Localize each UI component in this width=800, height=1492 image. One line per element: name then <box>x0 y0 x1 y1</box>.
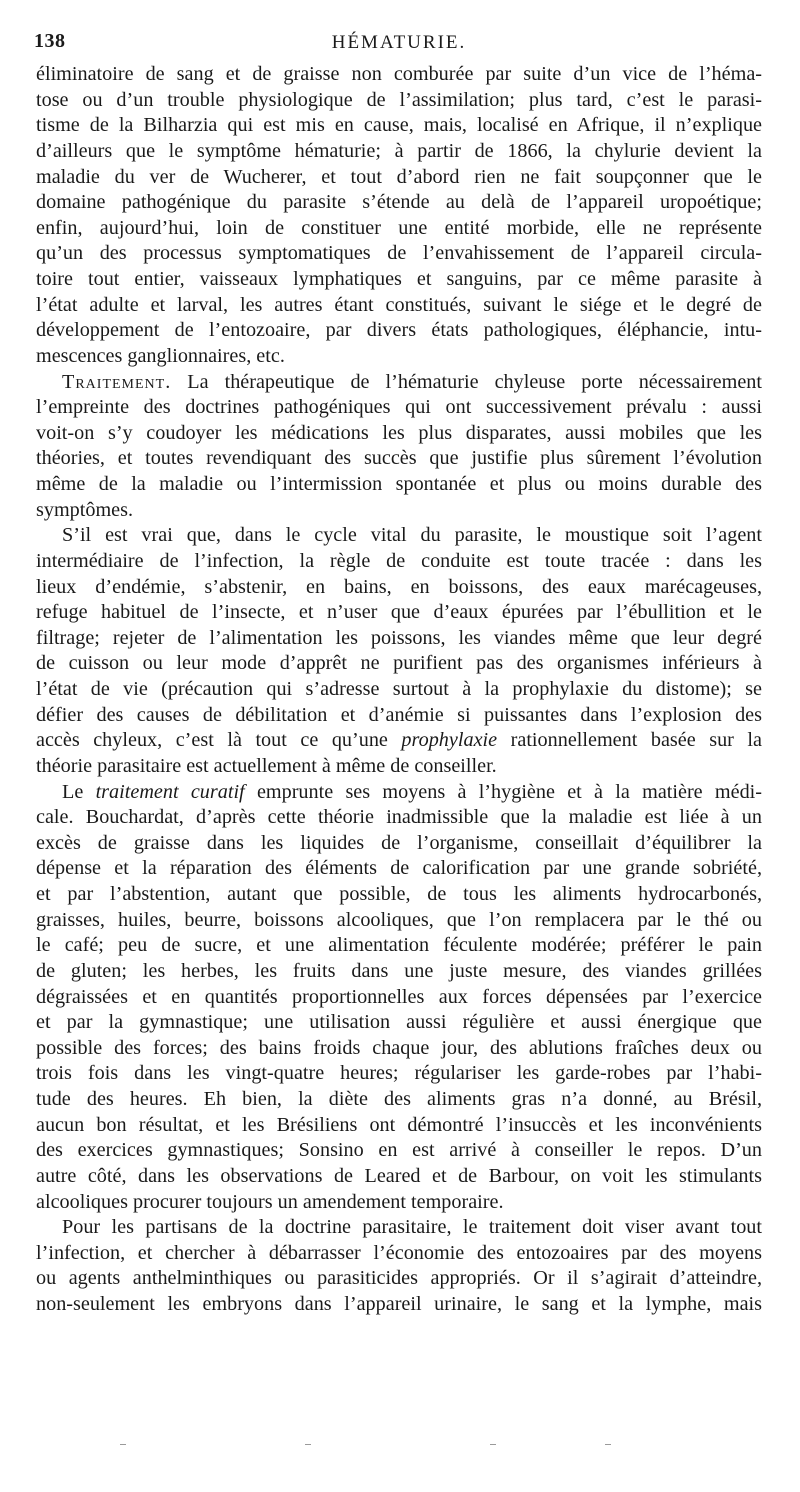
text-line: enfin, aujourd’hui, loin de constituer une entité morbide, elle ne représente <box>36 216 762 239</box>
text-line: maladie du ver de Wucherer, et tout d’abord rien ne fait soupçonner que le <box>36 165 762 188</box>
running-title: HÉMATURIE. <box>331 32 467 53</box>
text-run: rationnellement basée sur la <box>497 729 762 752</box>
text-line <box>36 728 762 754</box>
text-line: graisses, huiles, beurre, boissons alcooliques, que l’on remplacera par le thé ou <box>36 908 762 931</box>
body-text <box>36 62 762 1318</box>
paragraph-traitement <box>36 370 762 524</box>
text-run: Le <box>62 780 96 803</box>
text-line: alcooliques procurer toujours un amendement temporaire. <box>36 1190 504 1213</box>
text-line: domaine pathogénique du parasite s’étende au delà de l’appareil uropoétique; <box>36 191 762 214</box>
paragraph-chyluria-history <box>36 62 762 370</box>
paragraph-traitement-curatif <box>36 780 762 1216</box>
text-line: dépense et la réparation des éléments de calorification par une grande sobriété, <box>36 857 762 880</box>
text-line: S’il est vrai que, dans le cycle vital du parasite, le moustique soit l’agent <box>62 524 762 547</box>
text-line: tisme de la Bilharzia qui est mis en cause, mais, localisé en Afrique, il n’explique <box>36 114 762 137</box>
text-line: cale. Bouchardat, d’après cette théorie inadmissible que la maladie est liée à un <box>36 806 762 829</box>
text-run: La thérapeutique de l’hématurie chyleuse porte nécessairement <box>171 370 762 393</box>
text-run: emprunte ses moyens à l’hygiène et à la matière médi- <box>244 780 763 803</box>
section-heading-traitement: Traitement. <box>62 370 172 393</box>
page-number: 138 <box>34 30 66 52</box>
paragraph-prophylaxie <box>36 523 762 779</box>
text-run: accès chyleux, c’est là tout ce qu’une <box>36 729 402 752</box>
text-line <box>36 780 762 806</box>
text-line: ou agents anthelminthiques ou parasiticides appropriés. Or il s’agirait d’atteindre, <box>36 1267 762 1290</box>
text-line: excès de graisse dans les liquides de l’organisme, conseillait d’équilibrer la <box>36 831 762 854</box>
text-line: de cuisson ou leur mode d’apprêt ne purifient pas des organismes inférieurs à <box>36 652 762 675</box>
text-line: lieux d’endémie, s’abstenir, en bains, en boissons, des eaux marécageuses, <box>36 575 762 598</box>
text-line: tude des heures. Eh bien, la diète des aliments gras n’a donné, au Brésil, <box>36 1088 762 1110</box>
scan-speck <box>120 1444 126 1445</box>
text-line: le café; peu de sucre, et une alimentation féculente modérée; préférer le pain <box>36 934 762 957</box>
scan-speck <box>490 1444 496 1445</box>
text-line: qu’un des processus symptomatiques de l’envahissement de l’appareil circula- <box>36 242 762 265</box>
text-line: théories, et toutes revendiquant des succès que justifie plus sûrement l’évolution <box>36 447 762 470</box>
page-header <box>34 30 764 60</box>
text-line: même de la maladie ou l’intermission spontanée et plus ou moins durable des <box>36 473 762 495</box>
text-line: possible des forces; des bains froids chaque jour, des ablutions fraîches deux ou <box>36 1036 762 1059</box>
scan-speck <box>605 1444 611 1445</box>
text-line: refuge habituel de l’insecte, et n’user que d’eaux épurées par l’ébullition et le <box>36 601 762 624</box>
text-line: éliminatoire de sang et de graisse non comburée par suite d’un vice de l’héma- <box>36 63 762 85</box>
text-line: et par la gymnastique; une utilisation aussi régulière et aussi énergique que <box>36 1011 762 1034</box>
scan-speck <box>305 1444 311 1445</box>
text-line: non-seulement les embryons dans l’appareil urinaire, le sang et la lymphe, mais <box>36 1293 762 1315</box>
scan-specks <box>110 1444 720 1452</box>
text-line: Pour les partisans de la doctrine parasitaire, le traitement doit viser avant tout <box>62 1216 762 1239</box>
text-line: d’ailleurs que le symptôme hématurie; à partir de 1866, la chylurie devient la <box>36 139 762 162</box>
text-line <box>36 370 762 396</box>
text-line: l’état adulte et larval, les autres étant constitués, suivant le siége et le degré de <box>36 293 762 316</box>
text-line: des exercices gymnastiques; Sonsino en est arrivé à conseiller le repos. D’un <box>36 1139 762 1162</box>
italic-term-traitement-curatif: traitement curatif <box>95 780 245 803</box>
text-line: symptômes. <box>36 498 134 521</box>
text-line: de gluten; les herbes, les fruits dans une juste mesure, des viandes grillées <box>36 959 762 982</box>
text-line: autre côté, dans les observations de Leared et de Barbour, on voit les stimulants <box>36 1164 762 1187</box>
text-line: voit-on s’y coudoyer les médications les plus disparates, aussi mobiles que les <box>36 421 762 444</box>
text-line: l’empreinte des doctrines pathogéniques qui ont successivement prévalu : aussi <box>36 396 762 419</box>
text-line: développement de l’entozoaire, par divers états pathologiques, éléphancie, intu- <box>36 319 762 342</box>
text-line: l’infection, et chercher à débarrasser l’économie des entozoaires par des moyens <box>36 1241 762 1264</box>
text-line: théorie parasitaire est actuellement à même de conseiller. <box>36 754 497 777</box>
text-line: défier des causes de débilitation et d’anémie si puissantes dans l’explosion des <box>36 703 762 726</box>
text-line: filtrage; rejeter de l’alimentation les poissons, les viandes même que leur degré <box>36 626 762 649</box>
text-line: trois fois dans les vingt-quatre heures; régulariser les garde-robes par l’habi- <box>36 1062 762 1085</box>
italic-term-prophylaxie: prophylaxie <box>401 729 498 752</box>
text-line: et par l’abstention, autant que possible, de tous les aliments hydrocarbonés, <box>36 883 762 905</box>
paragraph-doctrine-parasitaire <box>36 1215 762 1318</box>
text-line: mescences ganglionnaires, etc. <box>36 344 285 367</box>
text-line: toire tout entier, vaisseaux lymphatiques et sanguins, par ce même parasite à <box>36 268 762 290</box>
text-line: dégraissées et en quantités proportionnelles aux forces dépensées par l’exercice <box>36 985 762 1008</box>
text-line: l’état de vie (précaution qui s’adresse surtout à la prophylaxie du distome); se <box>36 678 762 700</box>
text-line: tose ou d’un trouble physiologique de l’assimilation; plus tard, c’est le parasi- <box>36 88 762 111</box>
text-line: intermédiaire de l’infection, la règle de conduite est toute tracée : dans les <box>36 549 762 572</box>
text-line: aucun bon résultat, et les Brésiliens ont démontré l’insuccès et les inconvénients <box>36 1113 762 1136</box>
